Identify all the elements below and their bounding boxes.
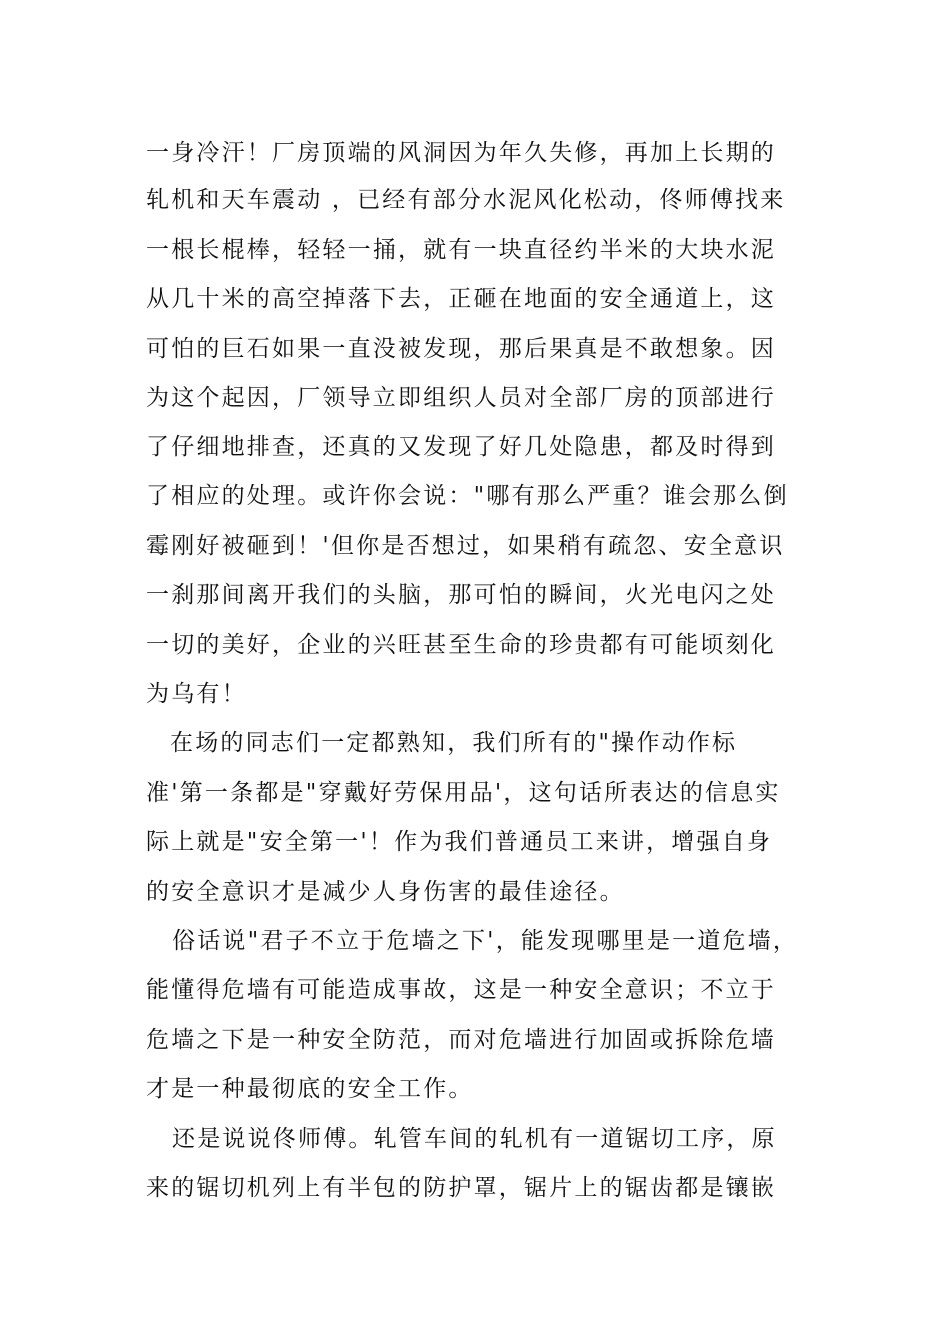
text-line: 为这个起因，厂领导立即组织人员对全部厂房的顶部进行 [146, 385, 776, 411]
text-line: 的安全意识才是减少人身伤害的最佳途径。 [146, 879, 625, 905]
text-line: 轧机和天车震动 ，已经有部分水泥风化松动，佟师傅找来 [146, 187, 786, 213]
text-line: 霉刚好被砸到！'但你是否想过，如果稍有疏忽、安全意识 [146, 533, 785, 559]
text-line: 从几十米的高空掉落下去，正砸在地面的安全通道上，这 [146, 286, 776, 312]
text-line: 了仔细地排查，还真的又发现了好几处隐患，都及时得到 [146, 434, 776, 460]
text-line: 了相应的处理。或许你会说："哪有那么严重？谁会那么倒 [146, 483, 789, 509]
text-line: 准'第一条都是"穿戴好劳保用品'，这句话所表达的信息实 [146, 780, 781, 806]
text-line: 才是一种最彻底的安全工作。 [146, 1076, 474, 1102]
paragraph-start-line: 还是说说佟师傅。轧管车间的轧机有一道锯切工序，原 [172, 1126, 777, 1152]
text-line: 为乌有！ [146, 681, 247, 707]
paragraph-start-line: 俗话说"君子不立于危墙之下'，能发现哪里是一道危墙， [172, 928, 799, 954]
text-line: 能懂得危墙有可能造成事故，这是一种安全意识；不立于 [146, 977, 776, 1003]
text-line: 一根长棍棒，轻轻一捅，就有一块直径约半米的大块水泥 [146, 237, 776, 263]
text-line: 危墙之下是一种安全防范，而对危墙进行加固或拆除危墙 [146, 1027, 776, 1053]
text-line: 一身冷汗！厂房顶端的风洞因为年久失修，再加上长期的 [146, 140, 776, 166]
text-line: 来的锯切机列上有半包的防护罩，锯片上的锯齿都是镶嵌 [146, 1175, 776, 1201]
paragraph-start-line: 在场的同志们一定都熟知，我们所有的"操作动作标 [170, 730, 738, 756]
text-line: 际上就是"安全第一'！作为我们普通员工来讲，增强自身 [146, 829, 773, 855]
text-line: 一切的美好，企业的兴旺甚至生命的珍贵都有可能顷刻化 [146, 632, 776, 658]
text-line: 一刹那间离开我们的头脑，那可怕的瞬间，火光电闪之处 [146, 582, 776, 608]
text-line: 可怕的巨石如果一直没被发现，那后果真是不敢想象。因 [146, 336, 776, 362]
